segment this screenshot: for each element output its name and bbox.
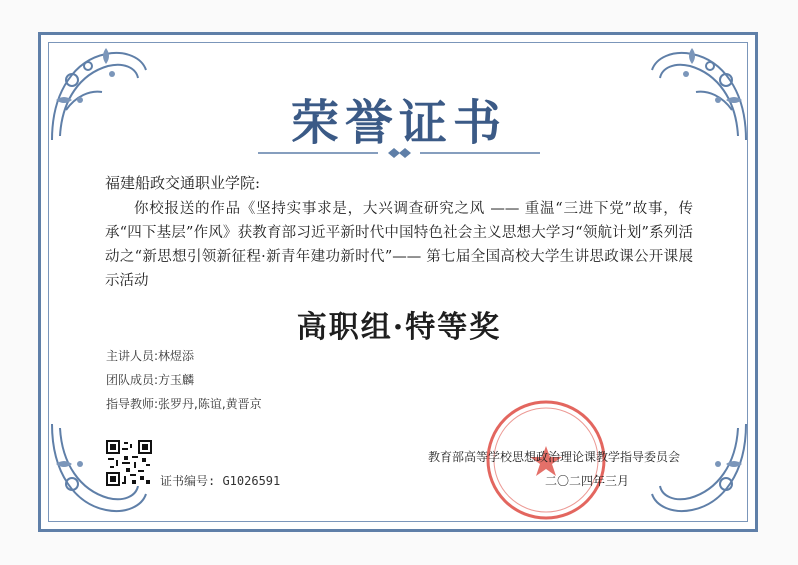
qr-code-icon	[106, 440, 152, 486]
team-line: 团队成员:方玉麟	[106, 373, 195, 387]
recipient-name: 福建船政交通职业学院:	[105, 174, 261, 192]
issuing-authority: 教育部高等学校思想政治理论课教学指导委员会	[428, 450, 681, 464]
certificate-title: 荣誉证书	[290, 95, 507, 151]
corner-ornament-icon	[642, 414, 752, 524]
certificate-number: 证书编号: G1026591	[160, 474, 281, 488]
award-description: 你校报送的作品《坚持实事求是，大兴调查研究之风 —— 重温“三进下党”故事，传承“四下基层”作风》获教育部习近平新时代中国特色社会主义思想大学习“领航计划”系列活动之“新思想引领新征程·新青年建功新时代”—— 第七届全国高校大学生讲思政课公开课展示活动	[105, 201, 693, 289]
title-divider	[258, 147, 540, 159]
advisors-line: 指导教师:张罗丹,陈谊,黄晋京	[106, 397, 262, 411]
award-level: 高职组·特等奖	[296, 310, 502, 345]
issue-date: 二〇二四年三月	[545, 474, 630, 488]
presenter-line: 主讲人员:林煜添	[106, 349, 195, 363]
